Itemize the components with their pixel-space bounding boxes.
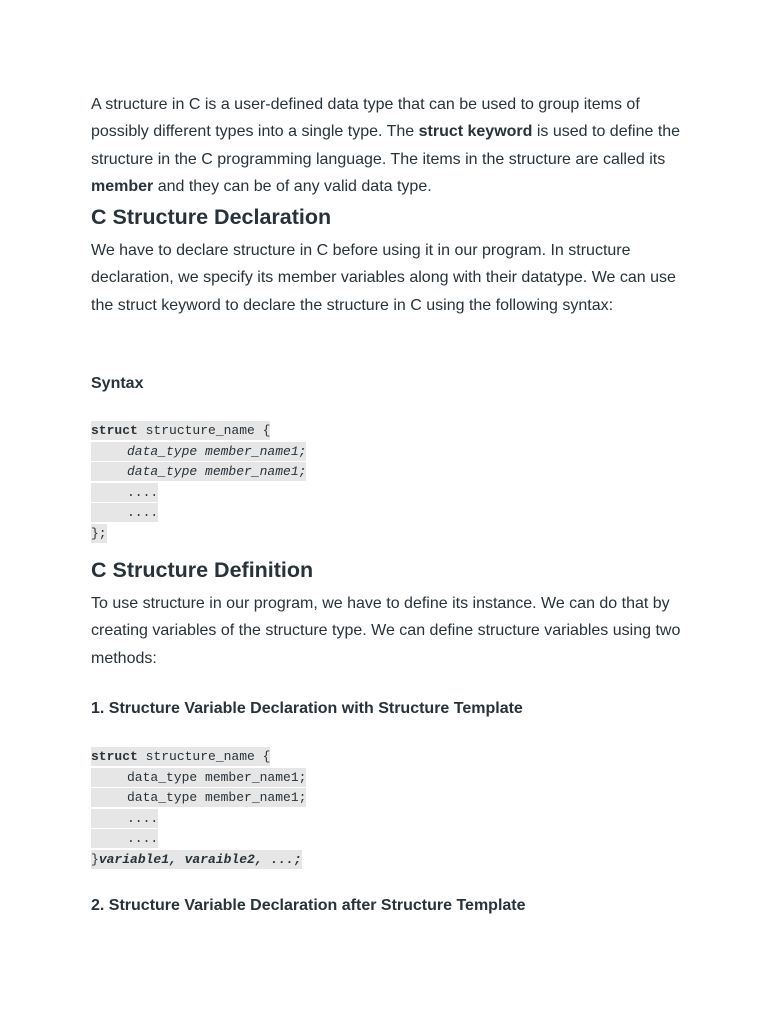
code-line [91, 768, 306, 789]
code-line [91, 483, 306, 504]
definition-paragraph: To use structure in our program, we have to define its instance. We can do that by creating variables of the structure type. We can define structure variables using two methods: [91, 595, 681, 667]
code-keyword-struct: struct [91, 423, 138, 438]
code-closing-brace: } [91, 851, 99, 867]
code-variable-list: variable1, varaible2, ...; [98, 851, 302, 867]
code-member-line: data_type member_name1; [127, 769, 307, 785]
syntax-heading: Syntax [91, 375, 144, 392]
declaration-heading: C Structure Declaration [91, 205, 332, 229]
code-member-line: data_type member_name1; [127, 790, 307, 805]
code-member-line: data_type member_name1; [127, 464, 307, 479]
code-ellipsis: .... [127, 484, 159, 500]
code-member-line: data_type member_name1; [127, 443, 307, 459]
syntax-code-block [91, 421, 306, 544]
code-structure-name: structure_name { [137, 423, 271, 438]
code-line [91, 524, 306, 545]
method1-code-block [91, 747, 306, 870]
intro-paragraph [91, 91, 681, 201]
intro-text-2: is used to define the structure in the C programming language. The items in the structure are called its [91, 123, 681, 168]
intro-text-3: and they can be of any valid data type. [153, 178, 432, 196]
code-line [91, 788, 306, 809]
code-keyword-struct: struct [91, 749, 138, 764]
code-line [91, 829, 306, 850]
code-line [91, 809, 306, 830]
code-ellipsis: .... [127, 831, 159, 846]
code-line [91, 503, 306, 524]
intro-bold-member: member [91, 178, 154, 196]
declaration-paragraph: We have to declare structure in C before using it in our program. In structure declaration, we specify its member variables along with their datatype. We can use the struct keyword to declare the structure in C using the following syntax: [91, 242, 676, 314]
code-line [91, 850, 306, 871]
code-line [91, 421, 306, 442]
code-ellipsis: .... [127, 505, 159, 520]
code-closing-brace: }; [91, 525, 107, 541]
definition-heading: C Structure Definition [91, 558, 314, 582]
code-line [91, 442, 306, 463]
intro-text-1: A structure in C is a user-defined data type that can be used to group items of possibly different types into a single type. The [91, 96, 640, 141]
code-line [91, 747, 306, 768]
code-ellipsis: .... [127, 810, 159, 826]
code-structure-name: structure_name { [137, 749, 271, 764]
intro-bold-struct-keyword: struct keyword [418, 123, 533, 141]
method2-heading: 2. Structure Variable Declaration after Structure Template [91, 897, 526, 914]
method1-heading: 1. Structure Variable Declaration with Structure Template [91, 700, 523, 717]
code-line [91, 462, 306, 483]
